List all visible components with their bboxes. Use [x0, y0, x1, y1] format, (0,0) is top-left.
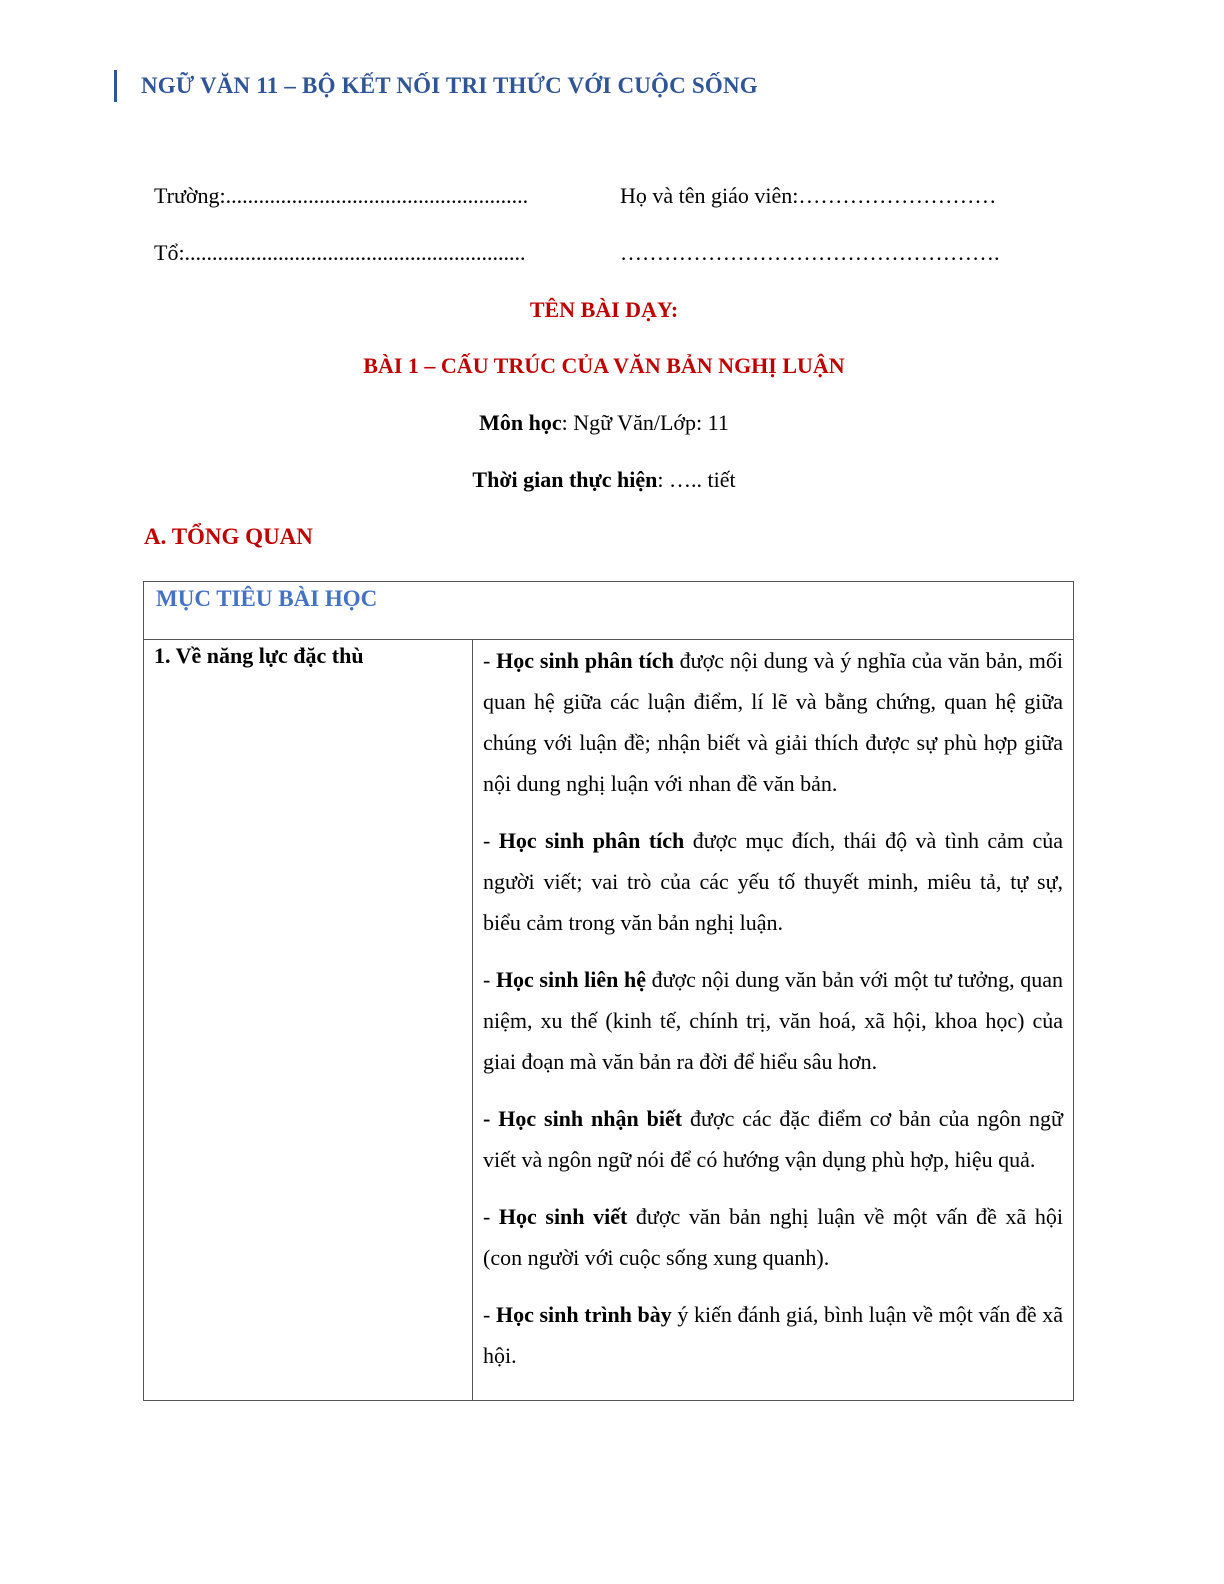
school-field: Trường:....................................................... [154, 183, 529, 208]
goal-item: - Học sinh phân tích được mục đích, thái độ và tình cảm của người viết; vai trò của các yếu tố thuyết minh, miêu tả, tự sự, biểu cảm trong văn bản nghị luận. [483, 828, 1063, 935]
teacher-name-field: Họ và tên giáo viên:……………………… [620, 183, 997, 208]
goals-table-heading: MỤC TIÊU BÀI HỌC [144, 582, 1074, 640]
time-line [0, 467, 1216, 493]
goal-item: - Học sinh liên hệ được nội dung văn bản với một tư tưởng, quan niệm, xu thế (kinh tế, chính trị, văn hoá, xã hội, khoa học) của giai đoạn mà văn bản ra đời để hiểu sâu hơn. [483, 967, 1064, 1074]
goal-item: - Học sinh viết được văn bản nghị luận về một vấn đề xã hội (con người với cuộc sống xung quanh). [483, 1204, 1063, 1270]
page-header [114, 70, 758, 102]
subject-line [0, 410, 1216, 436]
goal-item: - Học sinh trình bày ý kiến đánh giá, bình luận về một vấn đề xã hội. [483, 1302, 1064, 1368]
header-accent-bar [114, 70, 117, 102]
goals-items-cell [473, 640, 1074, 1401]
time-label: Thời gian thực hiện [472, 467, 658, 492]
group-field: Tổ:.............................................................. [154, 240, 526, 265]
teacher-name-continuation: ……………………………………………. [620, 240, 1000, 265]
lesson-title: BÀI 1 – CẤU TRÚC CỦA VĂN BẢN NGHỊ LUẬN [363, 353, 845, 378]
header-title: NGỮ VĂN 11 – BỘ KẾT NỐI TRI THỨC VỚI CUỘC SỐNG [141, 73, 758, 98]
goals-row-label: 1. Về năng lực đặc thù [144, 640, 473, 1401]
subject-label: Môn học [479, 410, 562, 435]
goals-table [143, 581, 1074, 1401]
time-value: : ….. tiết [657, 467, 736, 492]
section-a-heading: A. TỔNG QUAN [144, 524, 313, 549]
lesson-label: TÊN BÀI DẠY: [529, 297, 679, 322]
subject-value: : Ngữ Văn/Lớp: 11 [561, 410, 729, 435]
goal-item: - Học sinh phân tích được nội dung và ý nghĩa của văn bản, mối quan hệ giữa các luận điểm, lí lẽ và bằng chứng, quan hệ giữa chúng với luận đề; nhận biết và giải thích được sự phù hợp giữa nội dung nghị luận với nhan đề văn bản. [483, 648, 1064, 796]
goal-item: - Học sinh nhận biết được các đặc điểm cơ bản của ngôn ngữ viết và ngôn ngữ nói để có hướng vận dụng phù hợp, hiệu quả. [483, 1106, 1063, 1172]
